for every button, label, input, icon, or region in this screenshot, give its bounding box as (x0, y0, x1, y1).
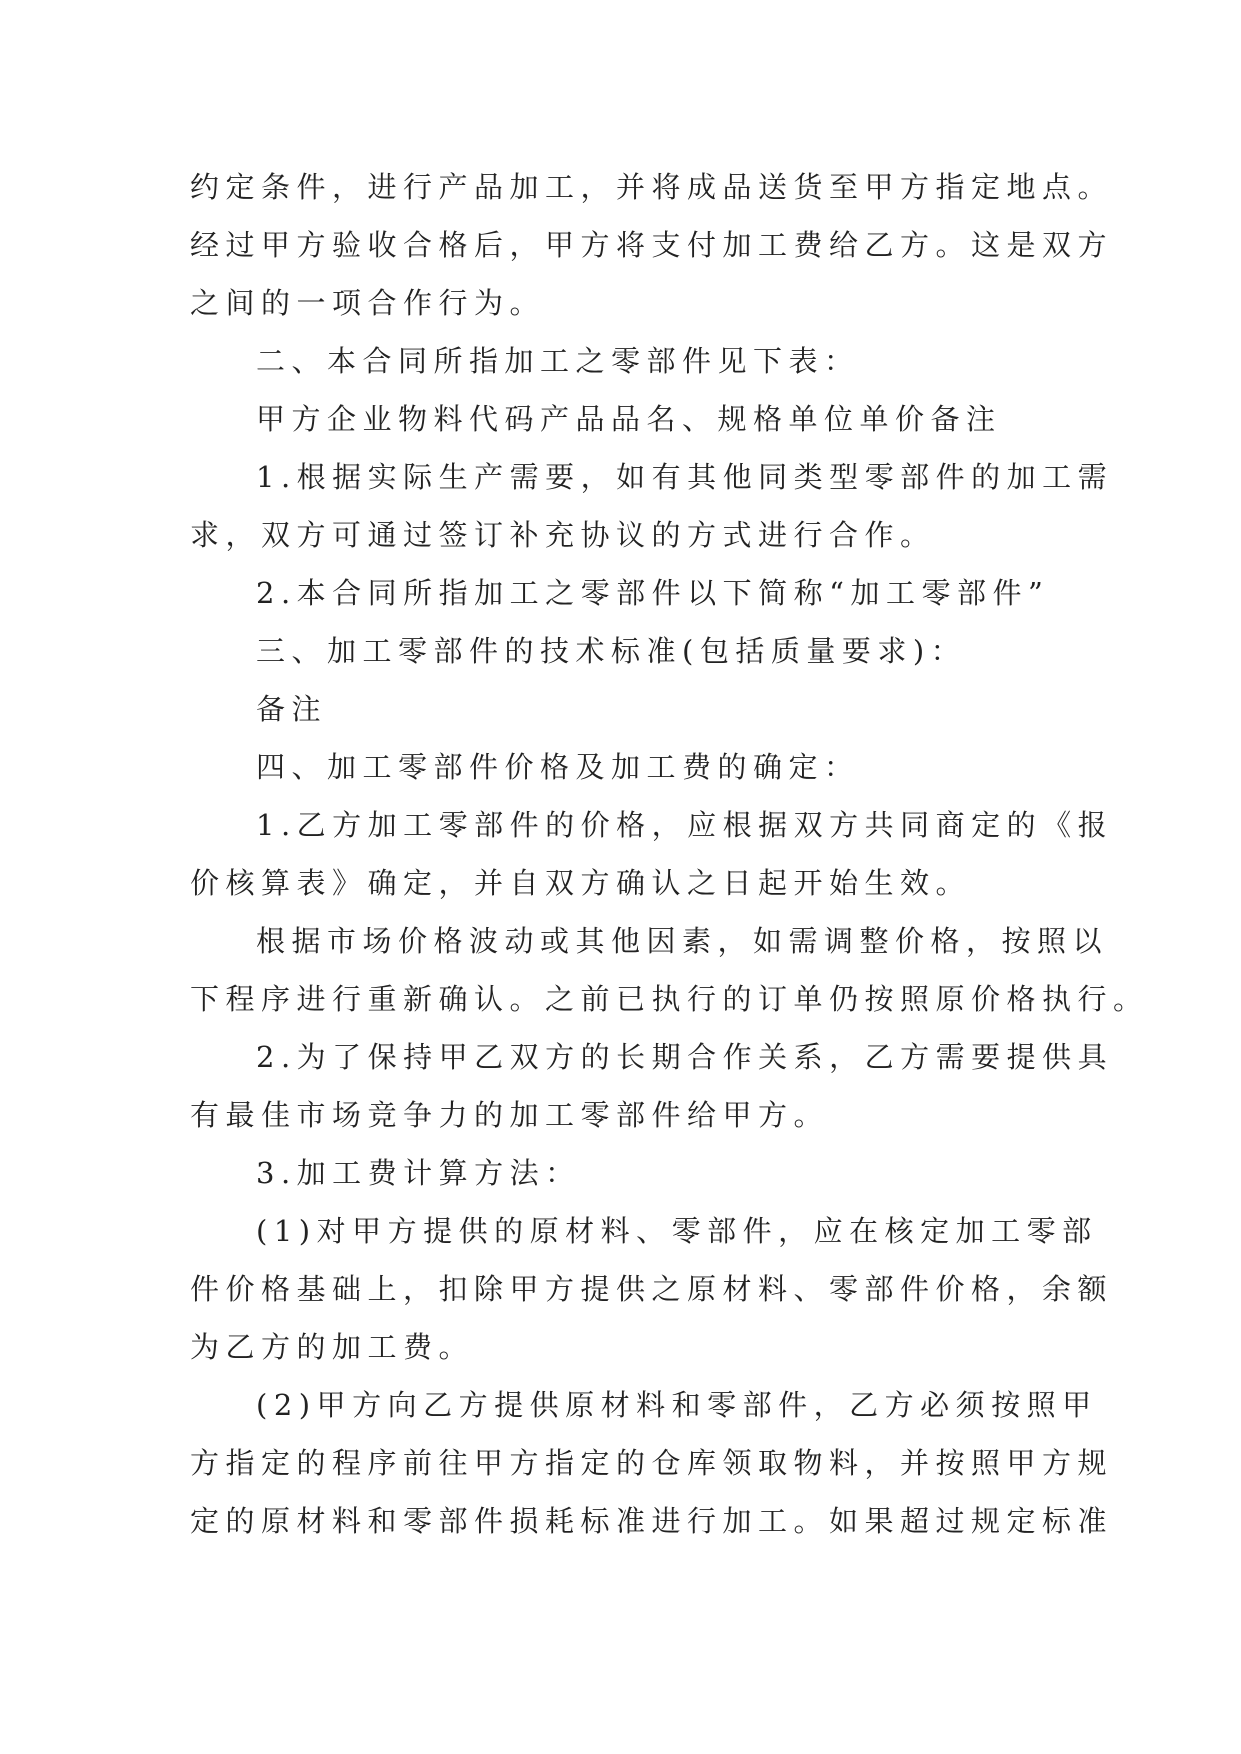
text-line: 有最佳市场竞争力的加工零部件给甲方。 (190, 1098, 830, 1132)
text-line: (1)对甲方提供的原材料、零部件，应在核定加工零部 (256, 1214, 1098, 1248)
text-line: 求，双方可通过签订补充协议的方式进行合作。 (190, 518, 936, 552)
text-line: 四、加工零部件价格及加工费的确定： (256, 750, 860, 784)
paragraph (190, 738, 1064, 796)
paragraph (190, 390, 1064, 448)
text-line: 价核算表》确定，并自双方确认之日起开始生效。 (190, 866, 972, 900)
text-line: (2)甲方向乙方提供原材料和零部件，乙方必须按照甲 (256, 1388, 1098, 1422)
text-line: 1.乙方加工零部件的价格，应根据双方共同商定的《报 (256, 808, 1114, 842)
text-line: 备注 (256, 692, 328, 726)
paragraph (190, 448, 1114, 564)
paragraph (190, 158, 1114, 332)
text-line: 下程序进行重新确认。之前已执行的订单仍按照原价格执行。 (190, 982, 1149, 1016)
paragraph (190, 564, 1064, 622)
text-line: 二、本合同所指加工之零部件见下表： (256, 344, 860, 378)
paragraph (190, 1144, 1064, 1202)
text-line: 为乙方的加工费。 (190, 1330, 475, 1364)
text-line: 三、加工零部件的技术标准(包括质量要求)： (256, 634, 967, 668)
text-line: 之间的一项合作行为。 (190, 286, 546, 320)
paragraph (190, 912, 1149, 1028)
paragraph (190, 1202, 1114, 1376)
text-line: 2.为了保持甲乙双方的长期合作关系，乙方需要提供具 (256, 1040, 1114, 1074)
text-line: 方指定的程序前往甲方指定的仓库领取物料，并按照甲方规 (190, 1446, 1114, 1480)
text-line: 3.加工费计算方法： (256, 1156, 581, 1190)
paragraph (190, 680, 1064, 738)
paragraph (190, 1376, 1114, 1550)
text-line: 根据市场价格波动或其他因素，如需调整价格，按照以 (256, 924, 1109, 958)
text-line: 定的原材料和零部件损耗标准进行加工。如果超过规定标准 (190, 1504, 1114, 1538)
text-line: 甲方企业物料代码产品品名、规格单位单价备注 (256, 402, 1002, 436)
text-line: 2.本合同所指加工之零部件以下简称“加工零部件” (256, 576, 1050, 610)
paragraph (190, 622, 1064, 680)
text-line: 件价格基础上，扣除甲方提供之原材料、零部件价格，余额 (190, 1272, 1114, 1306)
text-line: 经过甲方验收合格后，甲方将支付加工费给乙方。这是双方 (190, 228, 1114, 262)
document-body (190, 158, 1149, 1550)
text-line: 1.根据实际生产需要，如有其他同类型零部件的加工需 (256, 460, 1114, 494)
paragraph (190, 796, 1114, 912)
paragraph (190, 1028, 1114, 1144)
text-line: 约定条件，进行产品加工，并将成品送货至甲方指定地点。 (190, 170, 1114, 204)
paragraph (190, 332, 1064, 390)
